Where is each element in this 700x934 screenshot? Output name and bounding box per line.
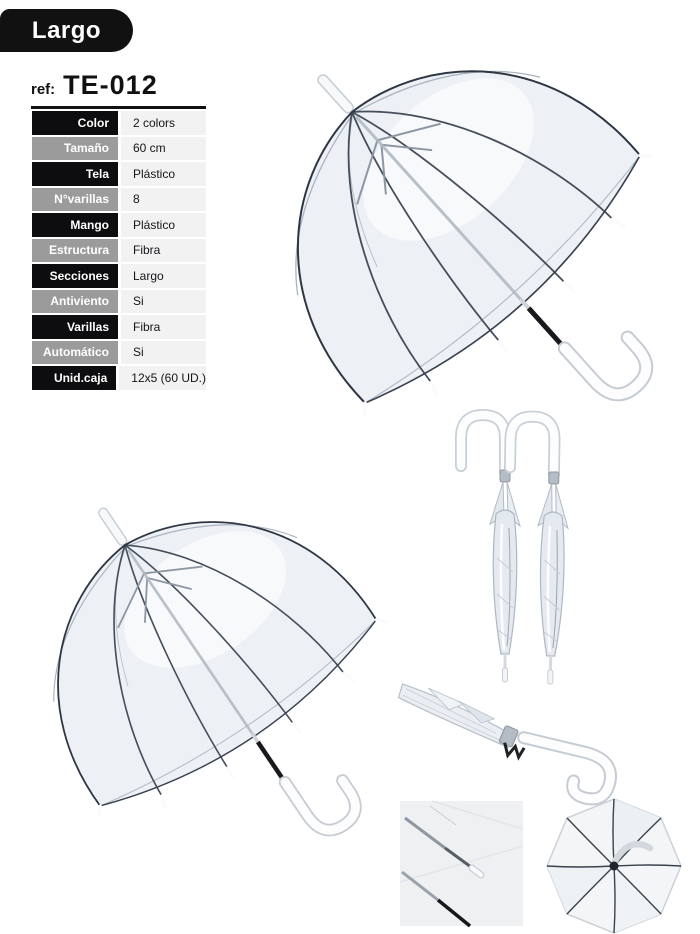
spec-label: Tela <box>32 162 118 186</box>
top-view-figure <box>547 799 681 933</box>
white-j-handle <box>516 738 615 802</box>
spec-value: 2 colors <box>121 111 206 135</box>
hub <box>610 862 619 871</box>
spec-label: Color <box>32 111 118 135</box>
spec-value: Largo <box>121 264 206 288</box>
open-umbrella-figure-secondary <box>0 412 467 934</box>
ref-value: TE-012 <box>63 70 158 100</box>
spec-value: Fibra <box>121 315 206 339</box>
spec-value: 60 cm <box>121 137 206 161</box>
open-umbrella-figure-main <box>176 0 700 534</box>
spec-value: Fibra <box>121 239 206 263</box>
spec-value: 12x5 (60 UD.) <box>119 366 206 390</box>
spec-value: Si <box>121 290 206 314</box>
spec-label: Tamaño <box>32 137 118 161</box>
spec-label: Automático <box>32 341 118 365</box>
spec-label: Mango <box>32 213 118 237</box>
spec-label: N°varillas <box>32 188 118 212</box>
folded-handle-closeup <box>387 684 619 802</box>
spec-label: Unid.caja <box>32 366 116 390</box>
runner-teeth <box>503 743 525 758</box>
folded-canopy <box>393 684 515 748</box>
canopy-detail-closeup <box>400 801 523 926</box>
spec-label: Antiviento <box>32 290 118 314</box>
spec-value: Si <box>121 341 206 365</box>
spec-value: 8 <box>121 188 206 212</box>
spec-value: Plástico <box>121 213 206 237</box>
spec-label: Estructura <box>32 239 118 263</box>
category-banner-label: Largo <box>31 16 102 44</box>
spec-value: Plástico <box>121 162 206 186</box>
ref-label: ref: <box>31 81 56 98</box>
spec-label: Secciones <box>32 264 118 288</box>
spec-label: Varillas <box>32 315 118 339</box>
